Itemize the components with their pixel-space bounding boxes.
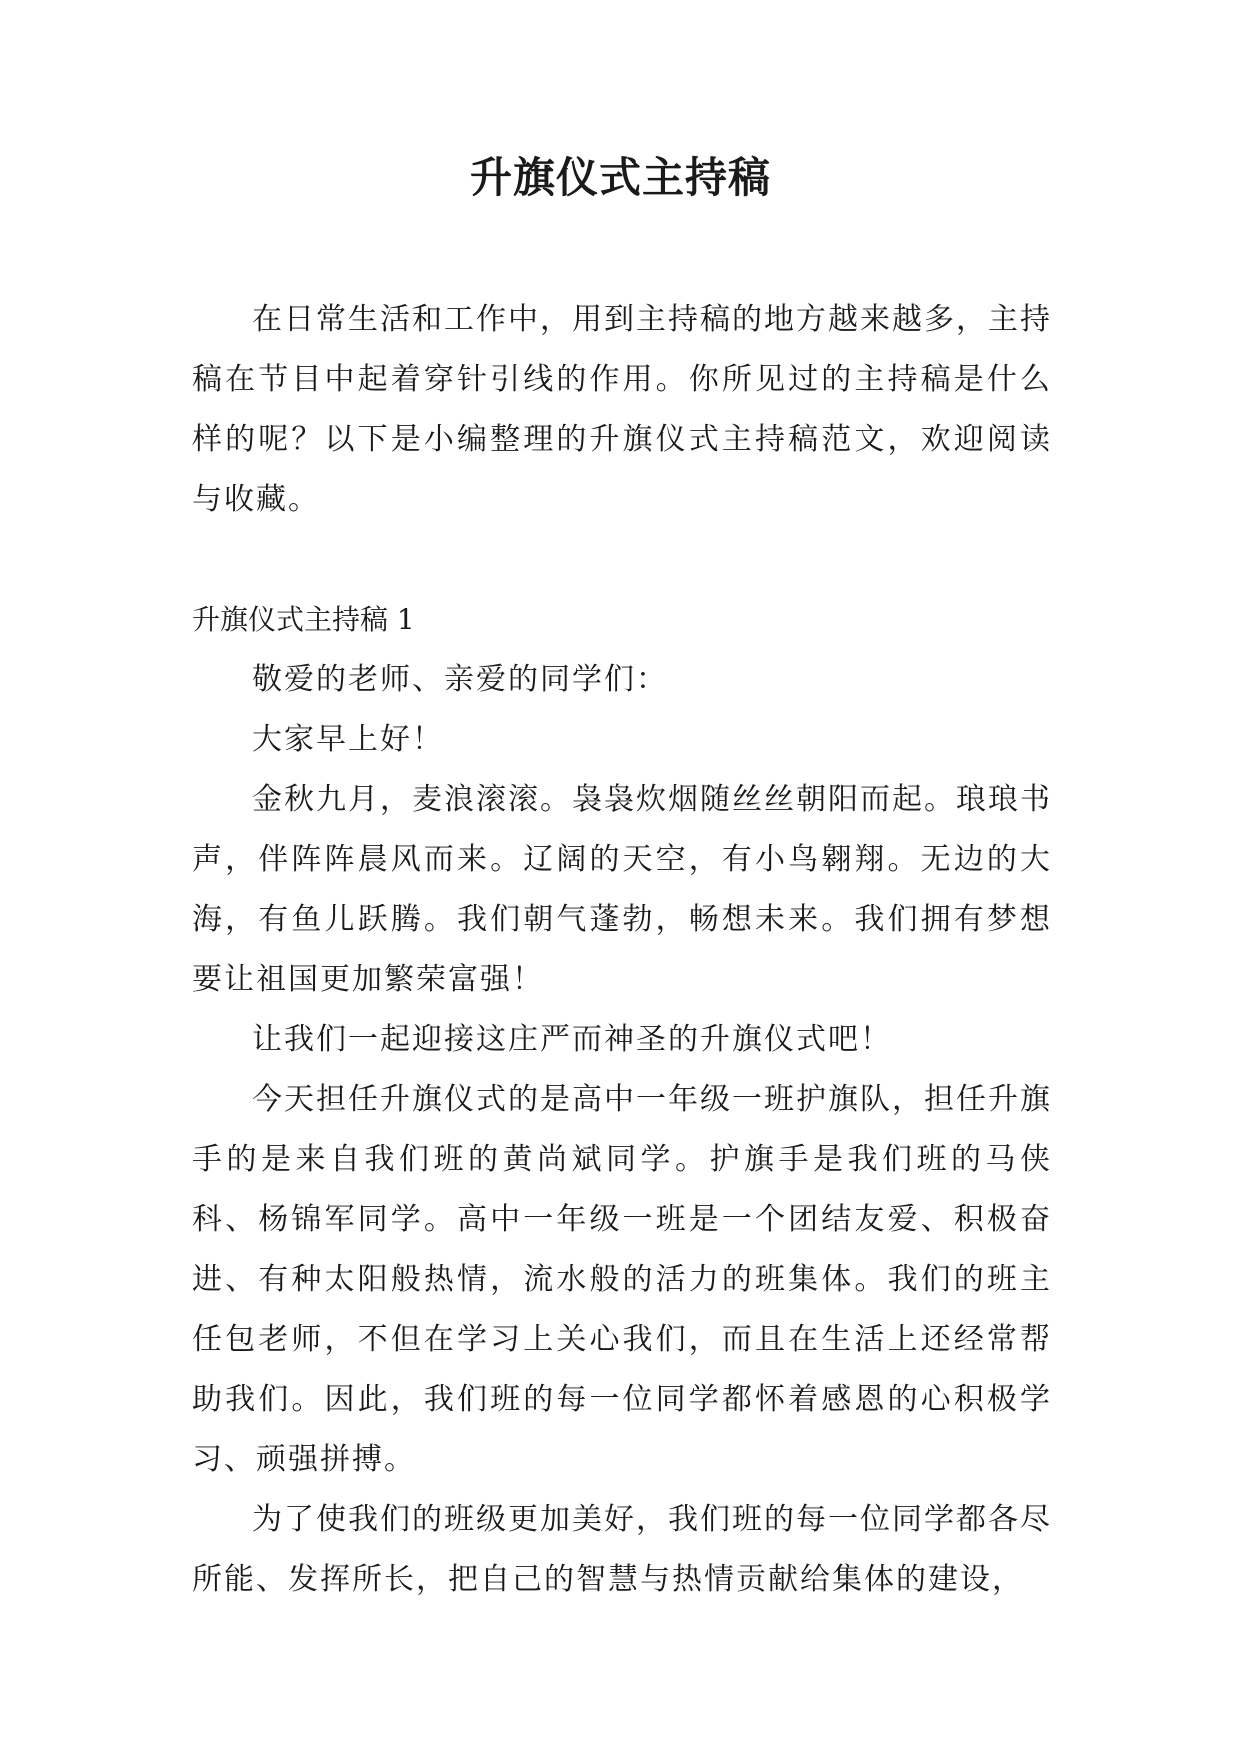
- section-heading: 升旗仪式主持稿 1: [192, 603, 415, 636]
- body-paragraph: 为了使我们的班级更加美好，我们班的每一位同学都各尽所能、发挥所长，把自己的智慧与热情贡献给集体的建设，: [192, 1502, 1052, 1597]
- body-paragraph: 让我们一起迎接这庄严而神圣的升旗仪式吧！: [252, 1022, 892, 1057]
- intro-paragraph: 在日常生活和工作中，用到主持稿的地方越来越多，主持稿在节目中起着穿针引线的作用。你所见过的主持稿是什么样的呢？以下是小编整理的升旗仪式主持稿范文，欢迎阅读与收藏。: [192, 302, 1052, 517]
- body-paragraph: 金秋九月，麦浪滚滚。袅袅炊烟随丝丝朝阳而起。琅琅书声，伴阵阵晨风而来。辽阔的天空，有小鸟翱翔。无边的大海，有鱼儿跃腾。我们朝气蓬勃，畅想未来。我们拥有梦想要让祖国更加繁荣富强！: [192, 782, 1052, 997]
- document-title: 升旗仪式主持稿: [469, 153, 771, 202]
- document-body: [192, 290, 1052, 1610]
- body-paragraph: 敬爱的老师、亲爱的同学们：: [252, 662, 668, 697]
- body-paragraph: 大家早上好！: [252, 722, 444, 757]
- body-paragraph: 今天担任升旗仪式的是高中一年级一班护旗队，担任升旗手的是来自我们班的黄尚斌同学。护旗手是我们班的马侠科、杨锦军同学。高中一年级一班是一个团结友爱、积极奋进、有种太阳般热情，流水般的活力的班集体。我们的班主任包老师，不但在学习上关心我们，而且在生活上还经常帮助我们。因此，我们班的每一位同学都怀着感恩的心积极学习、顽强拼搏。: [192, 1082, 1052, 1477]
